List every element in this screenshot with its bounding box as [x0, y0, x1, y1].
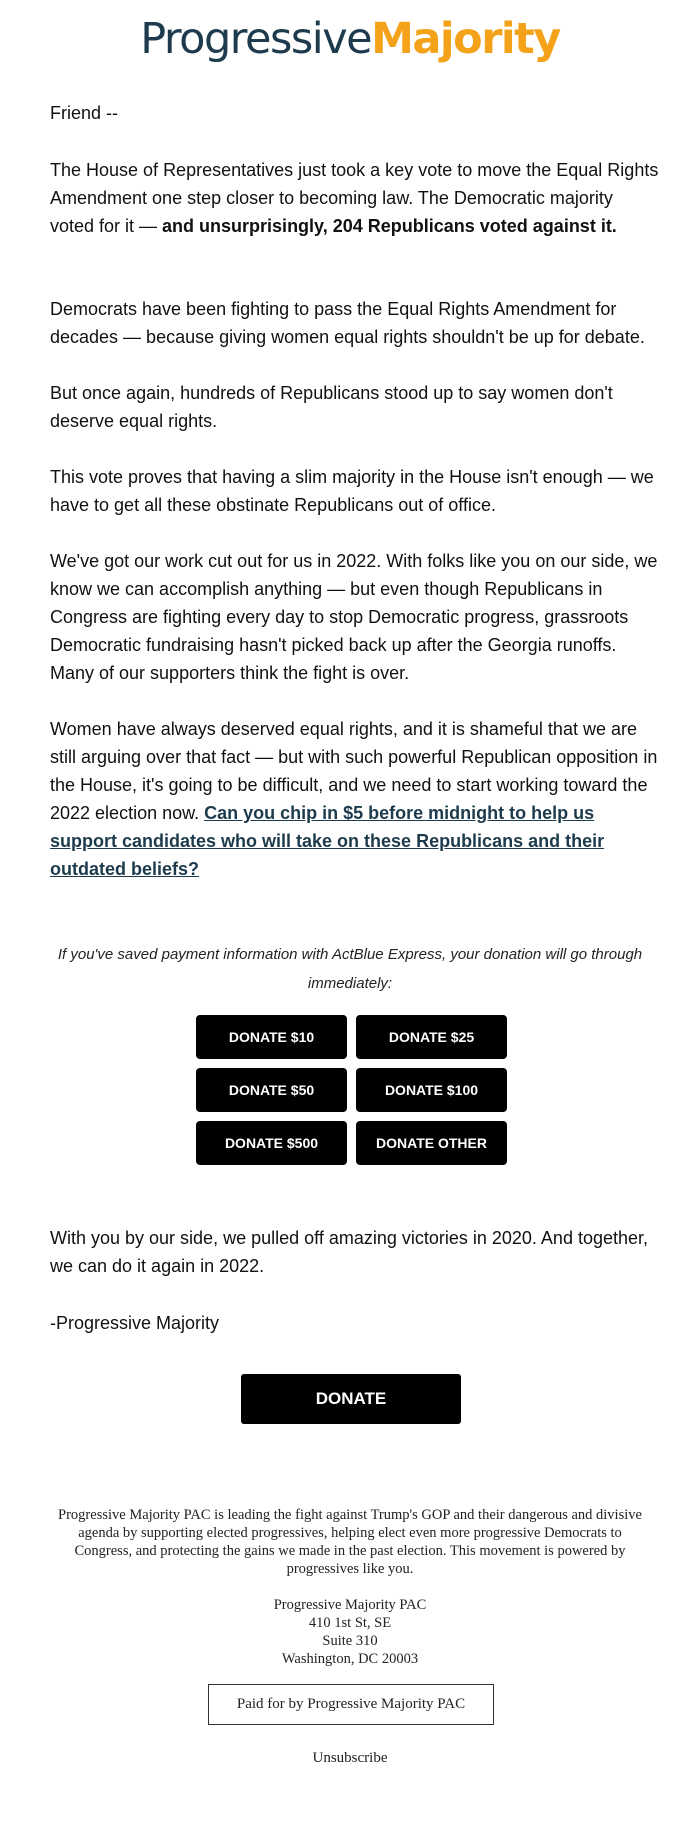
address-line-city: Washington, DC 20003	[281, 1651, 419, 1667]
logo-part-majority: Majority	[371, 14, 560, 64]
actblue-note: If you've saved payment information with ActBlue Express, your donation will go through immediately:	[57, 946, 643, 992]
paragraph-vote-text: The House of Representatives just took a key vote to move the Equal Rights Amendment one step closer to becoming law. The Democratic majority voted for it —	[50, 160, 659, 236]
greeting: Friend --	[50, 103, 119, 123]
paragraph-appeal-text: Women have always deserved equal rights, and it is shameful that we are still arguing over that fact — but with such powerful Republican opposition in the House, it's going to be difficult, and we need to start working toward the 2022 election now.	[50, 719, 658, 823]
donate-other-button[interactable]: DONATE OTHER	[356, 1121, 507, 1165]
unsubscribe-link[interactable]: Unsubscribe	[312, 1750, 388, 1766]
donate-500-button[interactable]: DONATE $500	[196, 1121, 347, 1165]
paid-for-disclaimer: Paid for by Progressive Majority PAC	[208, 1684, 494, 1725]
donate-100-button[interactable]: DONATE $100	[356, 1068, 507, 1112]
donate-button[interactable]: DONATE	[241, 1374, 461, 1424]
paragraph-victories: With you by our side, we pulled off amazing victories in 2020. And together, we can do it again in 2022.	[50, 1228, 649, 1276]
logo	[0, 14, 700, 64]
paragraph-appeal	[50, 715, 660, 883]
logo-part-progressive: Progressive	[140, 14, 372, 64]
address-line-suite: Suite 310	[322, 1633, 378, 1649]
paragraph-slim-majority: This vote proves that having a slim majority in the House isn't enough — we have to get all these obstinate Republicans out of office.	[50, 467, 654, 515]
address-line-name: Progressive Majority PAC	[273, 1597, 427, 1613]
address-line-street: 410 1st St, SE	[308, 1615, 392, 1631]
signoff: -Progressive Majority	[50, 1313, 220, 1333]
donate-25-button[interactable]: DONATE $25	[356, 1015, 507, 1059]
footer-address	[55, 1596, 645, 1668]
paragraph-republicans: But once again, hundreds of Republicans stood up to say women don't deserve equal rights.	[50, 383, 613, 431]
paragraph-democrats: Democrats have been fighting to pass the Equal Rights Amendment for decades — because giving women equal rights shouldn't be up for debate.	[50, 299, 645, 347]
footer-description: Progressive Majority PAC is leading the fight against Trump's GOP and their dangerous and divisive agenda by supporting elected progressives, helping elect even more progressive Democrats to Congress, and protecting the gains we made in the past election. This movement is powered by progressives like you.	[58, 1507, 642, 1577]
paragraph-work-cut-out: We've got our work cut out for us in 2022. With folks like you on our side, we know we can accomplish anything — but even though Republicans in Congress are fighting every day to stop Democratic progress, grassroots Democratic fundraising hasn't picked back up after the Georgia runoffs. Many of our supporters think the fight is over.	[50, 551, 658, 683]
donate-50-button[interactable]: DONATE $50	[196, 1068, 347, 1112]
donate-10-button[interactable]: DONATE $10	[196, 1015, 347, 1059]
paragraph-vote	[50, 156, 660, 240]
chip-in-link[interactable]: Can you chip in $5 before midnight to help us support candidates who will take on these Republicans and their outdated beliefs?	[50, 803, 605, 879]
paragraph-vote-bold: and unsurprisingly, 204 Republicans voted against it.	[162, 216, 617, 236]
